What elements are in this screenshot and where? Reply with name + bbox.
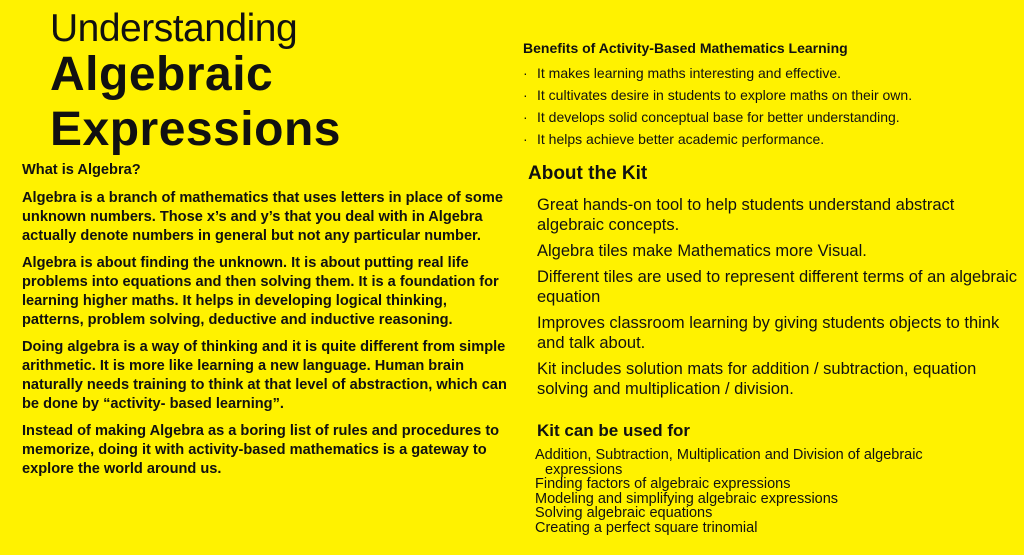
bullet-icon: ·	[523, 87, 528, 103]
benefit-item	[523, 64, 912, 86]
algebra-paragraph-1: Algebra is a branch of mathematics that uses letters in place of some unknown numbers. Those x’s and y’s that you deal with in Algebra actually denote numbers in general but not any particular number.	[22, 190, 503, 244]
about-kit-heading: About the Kit	[528, 163, 648, 184]
kit-use-item: Addition, Subtraction, Multiplication and Division of algebraic	[535, 447, 923, 463]
algebra-paragraph-2: Algebra is about finding the unknown. It is about putting real life problems into equations and then solving them. It is a foundation for learning higher maths. It helps in developing logical thinking, patterns, problem solving, deductive and inductive reasoning.	[22, 255, 499, 328]
benefit-text: It helps achieve better academic performance.	[537, 131, 825, 147]
benefit-item	[523, 86, 912, 108]
benefit-text: It develops solid conceptual base for better understanding.	[537, 109, 900, 125]
kit-uses-list	[535, 448, 1005, 535]
about-item: Different tiles are used to represent different terms of an algebraic equation	[537, 268, 1017, 306]
benefit-item	[523, 130, 912, 152]
bullet-icon: ·	[523, 65, 528, 81]
algebra-paragraph-3: Doing algebra is a way of thinking and it is quite different from simple arithmetic. It is more like learning a new language. Human brain naturally needs training to think at that level of abstraction, which can be done by “activity- based learning”.	[22, 339, 507, 412]
kit-uses-heading: Kit can be used for	[537, 421, 691, 440]
benefit-text: It makes learning maths interesting and effective.	[537, 65, 842, 81]
about-kit-list	[537, 195, 1017, 405]
benefits-list	[523, 64, 912, 152]
about-item: Improves classroom learning by giving students objects to think and talk about.	[537, 314, 1000, 352]
what-is-algebra-heading: What is Algebra?	[22, 162, 141, 178]
title-expressions: Expressions	[50, 103, 341, 156]
kit-use-item: Modeling and simplifying algebraic expressions	[535, 490, 839, 507]
bullet-icon: ·	[523, 109, 528, 125]
title-algebraic: Algebraic	[50, 48, 274, 101]
kit-use-item: Solving algebraic equations	[535, 505, 713, 521]
kit-use-item: Finding factors of algebraic expressions	[535, 476, 791, 492]
algebra-paragraph-4: Instead of making Algebra as a boring list of rules and procedures to memorize, doing it with activity-based mathematics is a gateway to explore the world around us.	[22, 423, 500, 477]
kit-use-item-continued: expressions	[545, 461, 623, 478]
benefits-heading: Benefits of Activity-Based Mathematics Learning	[523, 40, 848, 56]
about-item: Great hands-on tool to help students understand abstract algebraic concepts.	[537, 196, 955, 234]
benefit-item	[523, 108, 912, 130]
bullet-icon: ·	[523, 131, 528, 147]
title-understanding: Understanding	[50, 7, 298, 50]
about-item: Algebra tiles make Mathematics more Visual.	[537, 242, 867, 260]
kit-use-item: Creating a perfect square trinomial	[535, 519, 758, 536]
what-is-algebra-section	[22, 161, 512, 487]
benefit-text: It cultivates desire in students to explore maths on their own.	[537, 87, 913, 103]
about-item: Kit includes solution mats for addition / subtraction, equation solving and multiplication / division.	[537, 360, 977, 398]
